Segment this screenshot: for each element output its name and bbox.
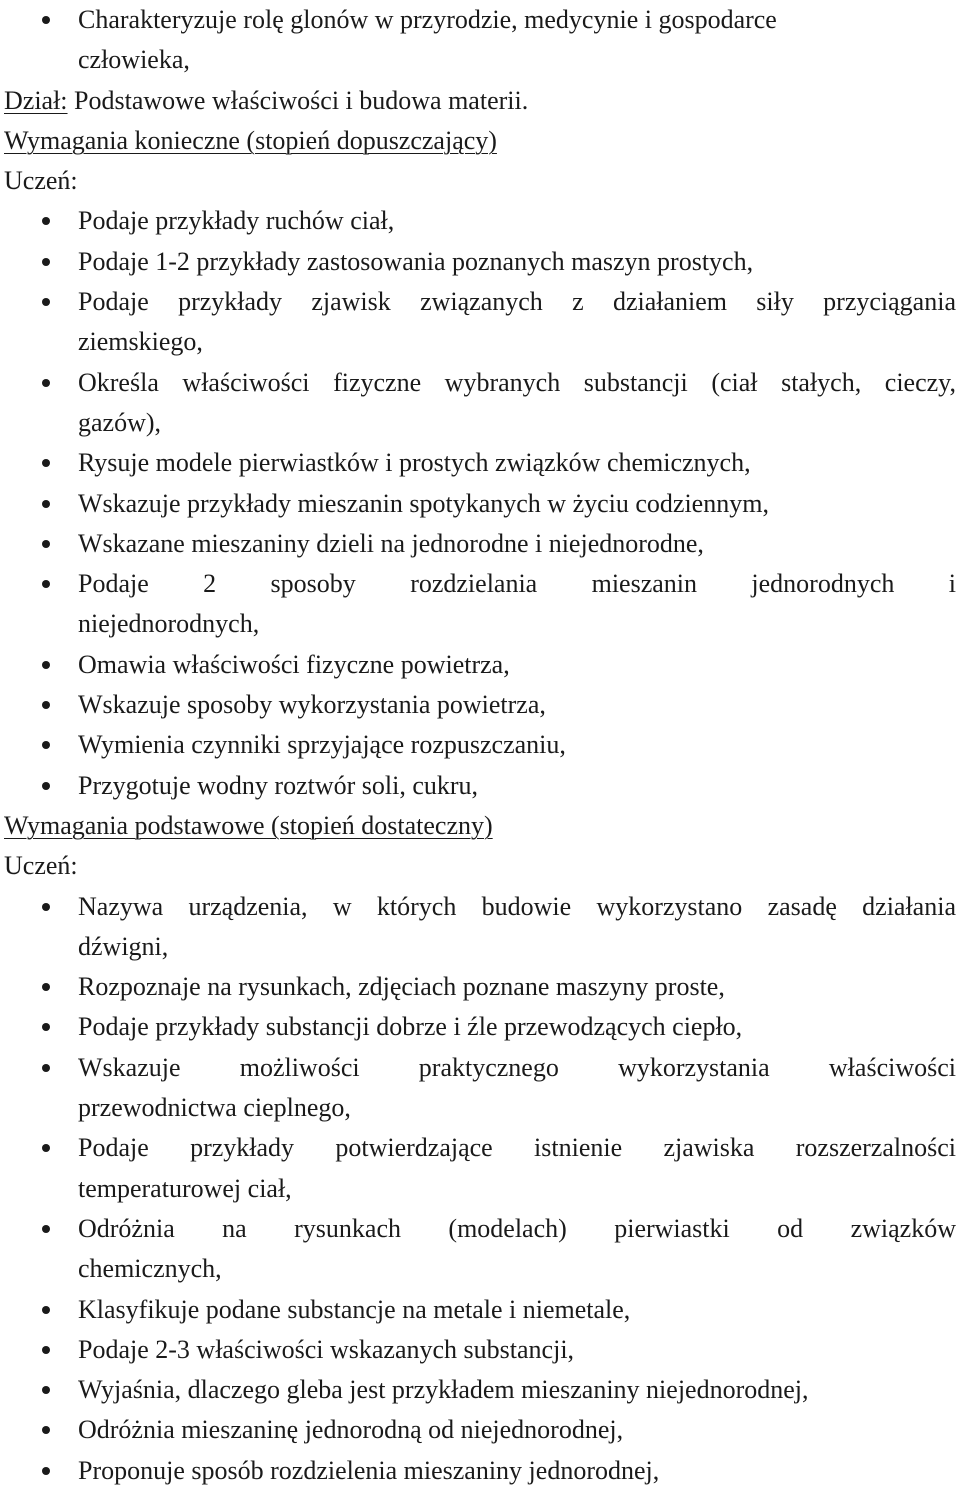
bullet-icon bbox=[42, 580, 50, 588]
list-item bbox=[0, 363, 960, 403]
list-item bbox=[0, 887, 960, 927]
list-item-continuation: człowieka, bbox=[78, 45, 190, 75]
list-item-text: Odróżnia na rysunkach (modelach) pierwiastki od związków bbox=[78, 1213, 956, 1243]
list-item-text: Wyjaśnia, dlaczego gleba jest przykładem mieszaniny niejednorodnej, bbox=[78, 1375, 809, 1405]
bullet-icon bbox=[42, 903, 50, 911]
list-item-text: Odróżnia mieszaninę jednorodną od niejednorodnej, bbox=[78, 1415, 624, 1445]
bullet-icon bbox=[42, 540, 50, 548]
list-item-continuation: przewodnictwa cieplnego, bbox=[78, 1093, 351, 1123]
bullet-icon bbox=[42, 1064, 50, 1072]
list-item-text: Nazywa urządzenia, w których budowie wykorzystano zasadę działania bbox=[78, 891, 956, 921]
list-item bbox=[0, 242, 960, 282]
bullet-icon bbox=[42, 1306, 50, 1314]
list-item-text: Podaje 2 sposoby rozdzielania mieszanin jednorodnych i bbox=[78, 569, 956, 599]
bullet-icon bbox=[42, 1023, 50, 1031]
bullet-icon bbox=[42, 379, 50, 387]
bullet-icon bbox=[42, 1144, 50, 1152]
bullet-icon bbox=[42, 983, 50, 991]
bullet-icon bbox=[42, 782, 50, 790]
list-item bbox=[0, 1410, 960, 1450]
bullet-icon bbox=[42, 459, 50, 467]
list-item-text: Podaje przykłady zjawisk związanych z działaniem siły przyciągania bbox=[78, 287, 956, 317]
list-item-text: Rysuje modele pierwiastków i prostych związków chemicznych, bbox=[78, 448, 751, 478]
list-item-text: Proponuje sposób rozdzielenia mieszaniny jednorodnej, bbox=[78, 1455, 660, 1485]
list-item-text: Podaje 1-2 przykłady zastosowania poznanych maszyn prostych, bbox=[78, 246, 754, 276]
list-item-text: Podaje przykłady potwierdzające istnienie zjawiska rozszerzalności bbox=[78, 1133, 956, 1163]
list-item-continuation: dźwigni, bbox=[78, 931, 169, 961]
list-item bbox=[0, 0, 960, 40]
bullet-icon bbox=[42, 298, 50, 306]
bullet-icon bbox=[42, 1426, 50, 1434]
bullet-icon bbox=[42, 258, 50, 266]
list-item bbox=[0, 967, 960, 1007]
bullet-icon bbox=[42, 701, 50, 709]
bullet-icon bbox=[42, 741, 50, 749]
list-item bbox=[0, 766, 960, 806]
list-item bbox=[0, 443, 960, 483]
requirements-heading bbox=[0, 121, 960, 161]
list-item-text: Wskazuje sposoby wykorzystania powietrza, bbox=[78, 690, 546, 720]
list-item-text: Określa właściwości fizyczne wybranych substancji (ciał stałych, cieczy, bbox=[78, 367, 956, 397]
list-item-continuation: temperaturowej ciał, bbox=[78, 1173, 292, 1203]
section-label: Dział: bbox=[4, 85, 68, 115]
list-item bbox=[0, 524, 960, 564]
bullet-icon bbox=[42, 16, 50, 24]
list-item bbox=[0, 1370, 960, 1410]
list-item bbox=[0, 1128, 960, 1168]
list-item bbox=[0, 484, 960, 524]
list-item-text: Wskazuje możliwości praktycznego wykorzystania właściwości bbox=[78, 1052, 956, 1082]
list-item-text: Przygotuje wodny roztwór soli, cukru, bbox=[78, 770, 479, 800]
bullet-icon bbox=[42, 217, 50, 225]
list-item bbox=[0, 645, 960, 685]
list-item bbox=[0, 1209, 960, 1249]
list-item bbox=[0, 1451, 960, 1491]
list-item-text: Podaje przykłady substancji dobrze i źle przewodzących ciepło, bbox=[78, 1012, 743, 1042]
list-item-text: Wskazuje przykłady mieszanin spotykanych w życiu codziennym, bbox=[78, 488, 769, 518]
bullet-icon bbox=[42, 1346, 50, 1354]
list-item-text: Rozpoznaje na rysunkach, zdjęciach poznane maszyny proste, bbox=[78, 972, 725, 1002]
bullet-icon bbox=[42, 1225, 50, 1233]
list-item-continuation: gazów), bbox=[78, 407, 162, 437]
list-item-text: Charakteryzuje rolę glonów w przyrodzie, medycynie i gospodarce bbox=[78, 5, 777, 34]
list-item bbox=[0, 1290, 960, 1330]
list-item bbox=[0, 685, 960, 725]
list-item bbox=[0, 282, 960, 322]
bullet-icon bbox=[42, 661, 50, 669]
list-item bbox=[0, 725, 960, 765]
list-item-text: Wskazane mieszaniny dzieli na jednorodne i niejednorodne, bbox=[78, 528, 704, 558]
section-text: Podstawowe właściwości i budowa materii. bbox=[67, 85, 529, 115]
requirements-heading bbox=[0, 806, 960, 846]
section-title bbox=[0, 81, 960, 121]
list-item-continuation: chemicznych, bbox=[78, 1254, 222, 1284]
list-item bbox=[0, 564, 960, 604]
list-item-text: Wymienia czynniki sprzyjające rozpuszczaniu, bbox=[78, 730, 566, 760]
list-item-continuation: niejednorodnych, bbox=[78, 609, 260, 639]
list-item-continuation: ziemskiego, bbox=[78, 327, 203, 357]
student-label: Uczeń: bbox=[4, 851, 78, 881]
list-item bbox=[0, 1330, 960, 1370]
list-item bbox=[0, 1048, 960, 1088]
bullet-icon bbox=[42, 500, 50, 508]
requirements-heading-text: Wymagania podstawowe (stopień dostateczny) bbox=[4, 810, 493, 840]
list-item-text: Klasyfikuje podane substancje na metale i niemetale, bbox=[78, 1294, 631, 1324]
list-item-text: Podaje 2-3 właściwości wskazanych substancji, bbox=[78, 1334, 575, 1364]
list-item bbox=[0, 1007, 960, 1047]
requirements-heading-text: Wymagania konieczne (stopień dopuszczający) bbox=[4, 125, 497, 155]
student-label: Uczeń: bbox=[4, 166, 78, 196]
list-item-text: Podaje przykłady ruchów ciał, bbox=[78, 206, 395, 236]
list-item-text: Omawia właściwości fizyczne powietrza, bbox=[78, 649, 510, 679]
bullet-icon bbox=[42, 1386, 50, 1394]
list-item bbox=[0, 201, 960, 241]
bullet-icon bbox=[42, 1467, 50, 1475]
